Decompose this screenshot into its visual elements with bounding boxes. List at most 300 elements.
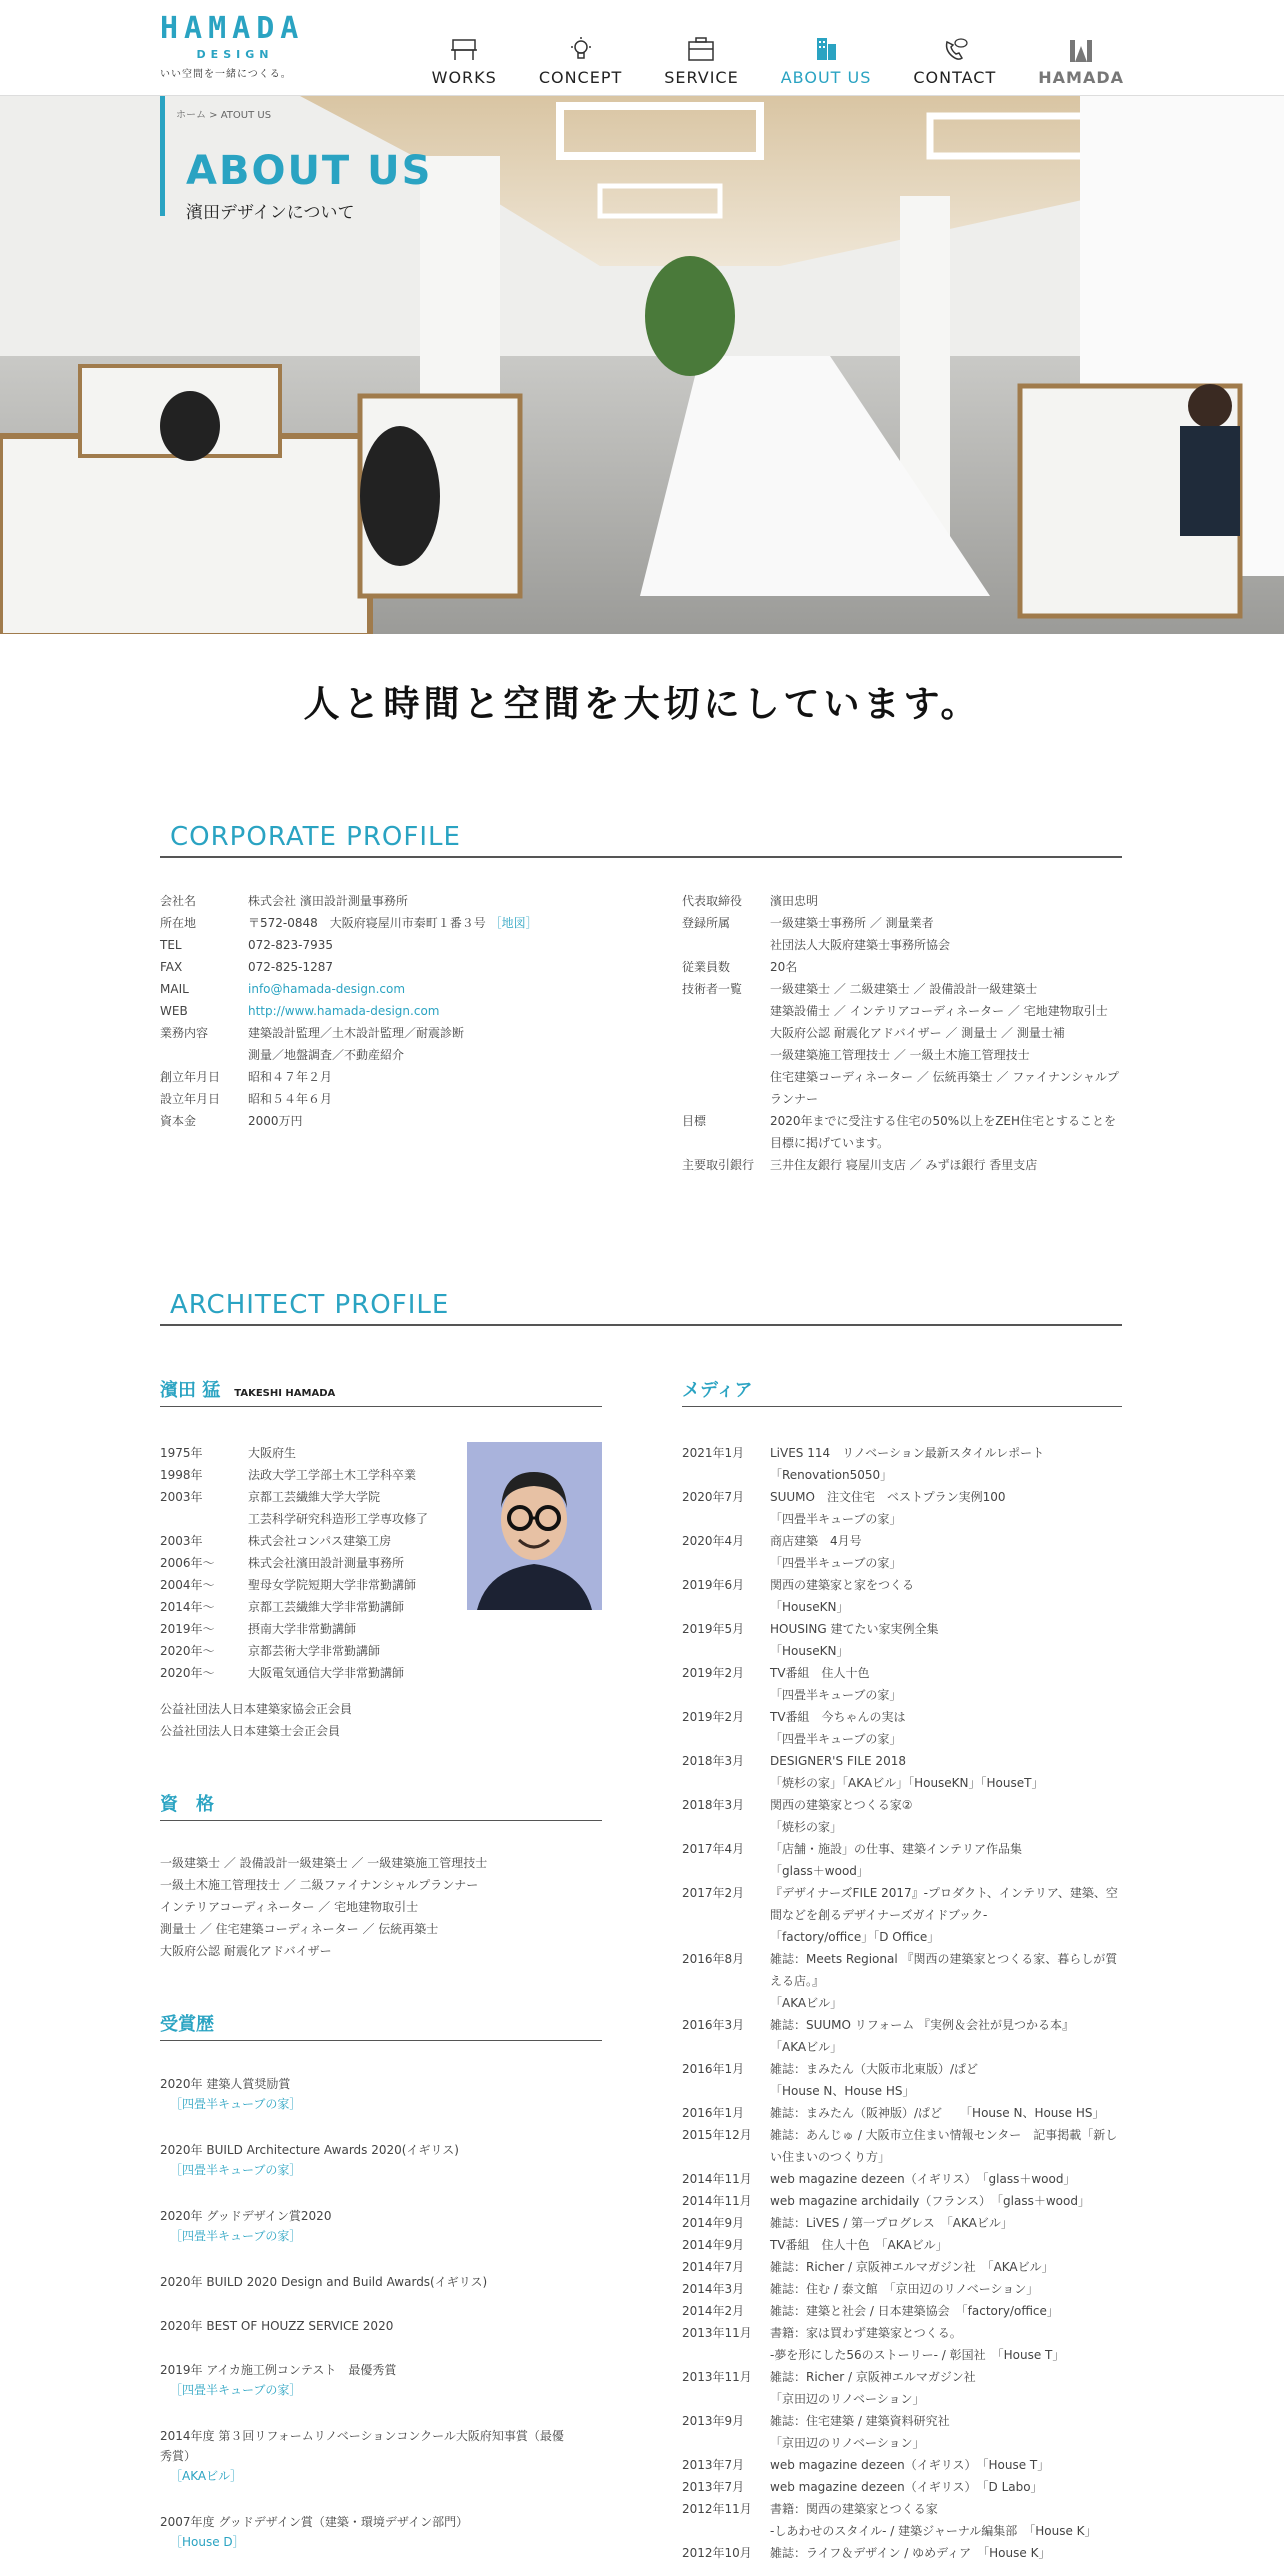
- profile-value: 一級建築施工管理技士 ／ 一級土木施工管理技士: [770, 1048, 1030, 1062]
- qualification: 測量士 ／ 住宅建築コーディネーター ／ 伝統再築士: [160, 1922, 439, 1936]
- media-date: 2013年11月: [682, 2326, 752, 2340]
- profile-key: 登録所属: [682, 916, 731, 930]
- award-item: [160, 2426, 620, 2486]
- logo[interactable]: [160, 11, 310, 80]
- profile-key: 従業員数: [682, 960, 731, 974]
- desk-icon: [449, 36, 479, 62]
- media-line: 「四畳半キューブの家」: [770, 1732, 902, 1746]
- media-line: 雑誌：まみたん（阪神版）/ぱど 「House N、House HS」: [770, 2106, 1105, 2120]
- award-title: 2020年 グッドデザイン賞2020: [160, 2209, 332, 2223]
- media-date: 2014年2月: [682, 2304, 745, 2318]
- qualification: 一級建築士 ／ 設備設計一級建築士 ／ 一級建築施工管理技士: [160, 1856, 488, 1870]
- media-row: [682, 2410, 1122, 2454]
- map-link[interactable]: ［地図］: [489, 916, 538, 930]
- media-text: [770, 1750, 1122, 1794]
- media-text: [770, 2256, 1122, 2278]
- profile-key: 創立年月日: [160, 1070, 221, 1084]
- profile-value: 三井住友銀行 寝屋川支店 ／ みずほ銀行 香里支店: [770, 1158, 1038, 1172]
- media-text: [770, 2124, 1122, 2168]
- media-line: 雑誌：まみたん（大阪市北東版）/ぱど: [770, 2062, 979, 2076]
- profile-value: 昭和４７年２月: [248, 1070, 333, 1084]
- media-text: [770, 2102, 1122, 2124]
- profile-key: 会社名: [160, 894, 197, 908]
- profile-value: 社団法人大阪府建築士事務所協会: [770, 938, 951, 952]
- history-row: [160, 1640, 460, 1662]
- media-row: [682, 2168, 1122, 2190]
- profile-value: 住宅建築コーディネーター ／ 伝統再築士 ／ ファイナンシャルプ: [770, 1070, 1119, 1084]
- profile-key: 資本金: [160, 1114, 197, 1128]
- history-text: 工芸科学研究科造形工学専攻修了: [248, 1512, 429, 1526]
- media-text: [770, 1530, 1122, 1574]
- profile-row: [160, 956, 630, 978]
- profile-value: 昭和５４年６月: [248, 1092, 333, 1106]
- media-row: [682, 1662, 1122, 1706]
- history-year: 1975年: [160, 1446, 203, 1460]
- media-date: 2014年9月: [682, 2238, 745, 2252]
- media-date: 2014年9月: [682, 2216, 745, 2230]
- profile-key: MAIL: [160, 982, 189, 996]
- media-text: [770, 1662, 1122, 1706]
- media-text: [770, 2322, 1122, 2366]
- history-text: 京都工芸繊維大学非常勤講師: [248, 1600, 405, 1614]
- phone-icon: [940, 36, 970, 62]
- award-title: 2014年度 第３回リフォームリノベーションコンクール大阪府知事賞（最優: [160, 2429, 564, 2443]
- media-line: SUUMO 注文住宅 ベストプラン実例100: [770, 1490, 1006, 1504]
- profile-row: [160, 890, 630, 912]
- media-line: -しあわせのスタイル- / 建築ジャーナル編集部 「House K」: [770, 2524, 1097, 2538]
- history-year: 2014年～: [160, 1600, 215, 1614]
- media-row: [682, 1794, 1122, 1838]
- media-line: 関西の建築家と家をつくる: [770, 1578, 915, 1592]
- media-row: [682, 1948, 1122, 2014]
- history-row: [160, 1486, 460, 1508]
- media-text: [770, 1442, 1122, 1486]
- media-text: [770, 2190, 1122, 2212]
- web-link[interactable]: http://www.hamada-design.com: [248, 1004, 440, 1018]
- architect-name: 濱田 猛: [160, 1380, 221, 1401]
- media-line: 「四畳半キューブの家」: [770, 1512, 902, 1526]
- media-line: 「Renovation5050」: [770, 1468, 893, 1482]
- page-title: ABOUT US: [186, 148, 433, 194]
- profile-row: [682, 1154, 1122, 1176]
- media-date: 2017年2月: [682, 1886, 745, 1900]
- media-row: [682, 2278, 1122, 2300]
- mail-link[interactable]: info@hamada-design.com: [248, 982, 406, 996]
- history-text: 大阪電気通信大学非常勤講師: [248, 1666, 405, 1680]
- logo-main: HAMADA: [160, 11, 305, 46]
- media-date: 2017年4月: [682, 1842, 745, 1856]
- media-row: [682, 2234, 1122, 2256]
- profile-row: [160, 1088, 630, 1110]
- media-text: [770, 2168, 1122, 2190]
- profile-row: [160, 1066, 630, 1088]
- profile-value: 株式会社 濱田設計測量事務所: [248, 894, 408, 908]
- history-text: 京都工芸繊維大学大学院: [248, 1490, 381, 1504]
- media-line: LiVES 114 リノベーション最新スタイルレポート: [770, 1446, 1045, 1460]
- membership: 公益社団法人日本建築家協会正会員: [160, 1702, 353, 1716]
- media-line: 雑誌：ライフ＆デザイン / ゆめディア 「House K」: [770, 2546, 1051, 2560]
- award-item: [160, 2360, 620, 2400]
- history-row: [160, 1618, 460, 1640]
- nav-about[interactable]: [781, 36, 872, 87]
- media-line: 雑誌：Meets Regional 『関西の建築家とつくる家、暮らしが質: [770, 1952, 1118, 1966]
- media-date: 2019年2月: [682, 1710, 745, 1724]
- media-text: [770, 2410, 1122, 2454]
- media-date: 2012年11月: [682, 2502, 752, 2516]
- media-line: web magazine dezeen（イギリス） 「D Labo」: [770, 2480, 1043, 2494]
- award-work-link[interactable]: ［四畳半キューブの家］: [170, 2163, 302, 2177]
- profile-value: 濱田忠明: [770, 894, 819, 908]
- history-year: 2003年: [160, 1490, 203, 1504]
- media-date: 2016年8月: [682, 1952, 745, 1966]
- membership: 公益社団法人日本建築士会正会員: [160, 1724, 341, 1738]
- media-text: [770, 1618, 1122, 1662]
- history-year: 2003年: [160, 1534, 203, 1548]
- history-row: [160, 1596, 460, 1618]
- profile-value: 一級建築士事務所 ／ 測量業者: [770, 916, 934, 930]
- media-text: [770, 2542, 1122, 2564]
- media-line: TV番組 住人十色: [770, 1666, 870, 1680]
- media-line: TV番組 住人十色 「AKAビル」: [770, 2238, 948, 2252]
- media-line: 雑誌：住む / 泰文館 「京田辺のリノベーション」: [770, 2282, 1039, 2296]
- media-row: [682, 1882, 1122, 1948]
- media-text: [770, 1574, 1122, 1618]
- profile-row: [160, 934, 630, 956]
- profile-value: 一級建築士 ／ 二級建築士 ／ 設備設計一級建築士: [770, 982, 1038, 996]
- media-line: web magazine dezeen（イギリス） 「glass＋wood」: [770, 2172, 1076, 2186]
- media-line: 雑誌：SUUMO リフォーム 『実例＆会社が見つかる本』: [770, 2018, 1075, 2032]
- building-icon: [811, 36, 841, 62]
- architect-history: [160, 1442, 460, 1742]
- tagline: 人と時間と空間を大切にしています。: [303, 684, 981, 725]
- corporate-right: [682, 890, 1122, 1176]
- history-year: 2006年～: [160, 1556, 215, 1570]
- profile-value: 測量／地盤調査／不動産紹介: [248, 1048, 405, 1062]
- media-text: [770, 2212, 1122, 2234]
- media-text: [770, 1838, 1122, 1882]
- profile-key: 代表取締役: [682, 894, 743, 908]
- nav-service-label: SERVICE: [664, 68, 739, 87]
- site-header: [0, 0, 1284, 96]
- media-line: 「焼杉の家」「AKAビル」「HouseKN」「HouseT」: [770, 1776, 1044, 1790]
- media-row: [682, 1486, 1122, 1530]
- award-item: [160, 2074, 620, 2114]
- profile-value: 2000万円: [248, 1114, 303, 1128]
- history-row: [160, 1530, 460, 1552]
- media-line: 「glass＋wood」: [770, 1864, 869, 1878]
- media-date: 2014年11月: [682, 2172, 752, 2186]
- media-date: 2014年11月: [682, 2194, 752, 2208]
- award-title: 2007年度 グッドデザイン賞（建築・環境デザイン部門）: [160, 2515, 469, 2529]
- media-line: 「House N、House HS」: [770, 2084, 915, 2098]
- award-work-link[interactable]: ［House D］: [170, 2535, 245, 2549]
- awards-heading: 受賞歴: [160, 2010, 602, 2041]
- nav-service[interactable]: [664, 36, 738, 87]
- profile-row: [160, 1000, 630, 1022]
- media-line: 「京田辺のリノベーション」: [770, 2392, 925, 2406]
- profile-value: 072-825-1287: [248, 960, 334, 974]
- history-text: 法政大学工学部土木工学科卒業: [248, 1468, 417, 1482]
- nav-works[interactable]: [432, 36, 497, 87]
- media-text: [770, 2476, 1122, 2498]
- profile-row: [682, 1110, 1122, 1154]
- award-title: 2020年 BUILD 2020 Design and Build Awards(イギリス): [160, 2275, 488, 2289]
- architect-name-heading: [160, 1376, 602, 1407]
- media-text: [770, 2300, 1122, 2322]
- profile-key: TEL: [160, 938, 182, 952]
- architect-name-en: TAKESHI HAMADA: [234, 1388, 336, 1399]
- media-row: [682, 1442, 1122, 1486]
- award-title: 2020年 建築人賞奨励賞: [160, 2077, 291, 2091]
- hero-accent-bar: [160, 96, 165, 216]
- media-line: 書籍：関西の建築家とつくる家: [770, 2502, 938, 2516]
- media-date: 2016年3月: [682, 2018, 745, 2032]
- nav-concept[interactable]: [539, 36, 622, 87]
- media-date: 2019年2月: [682, 1666, 745, 1680]
- media-row: [682, 2322, 1122, 2366]
- media-line: 関西の建築家とつくる家②: [770, 1798, 913, 1812]
- media-text: [770, 2498, 1122, 2542]
- hamada-logo-icon: [1066, 38, 1096, 64]
- logo-sub: DESIGN: [196, 48, 274, 61]
- profile-value: 〒572-0848 大阪府寝屋川市秦町１番３号: [248, 916, 486, 930]
- media-line: web magazine dezeen（イギリス） 「House T」: [770, 2458, 1050, 2472]
- award-work-link[interactable]: ［AKAビル］: [170, 2469, 243, 2483]
- media-text: [770, 1706, 1122, 1750]
- media-date: 2013年7月: [682, 2458, 745, 2472]
- media-line: 商店建築 4月号: [770, 1534, 862, 1548]
- media-date: 2013年9月: [682, 2414, 745, 2428]
- profile-row: [160, 912, 630, 934]
- media-line: 雑誌：Richer / 京阪神エルマガジン社: [770, 2370, 976, 2384]
- logo-tagline: いい空間を一緒につくる。: [160, 69, 292, 80]
- media-list: [682, 1442, 1122, 2564]
- award-item: [160, 2316, 620, 2336]
- media-date: 2016年1月: [682, 2062, 745, 2076]
- award-title: 2020年 BEST OF HOUZZ SERVICE 2020: [160, 2319, 394, 2333]
- media-row: [682, 2300, 1122, 2322]
- media-row: [682, 2476, 1122, 2498]
- media-text: [770, 2278, 1122, 2300]
- media-line: 雑誌：あんじゅ / 大阪市立住まい情報センター 記事掲載「新し: [770, 2128, 1118, 2142]
- corporate-left: [160, 890, 630, 1132]
- media-line: 「四畳半キューブの家」: [770, 1556, 902, 1570]
- media-line: 「四畳半キューブの家」: [770, 1688, 902, 1702]
- media-heading: メディア: [682, 1376, 1122, 1407]
- qualifications-list: [160, 1852, 602, 1962]
- media-line: TV番組 今ちゃんの実は: [770, 1710, 906, 1724]
- history-row: [160, 1464, 460, 1486]
- history-row: [160, 1508, 460, 1530]
- portrait-image: [467, 1442, 602, 1610]
- media-line: える店。』: [770, 1974, 825, 1988]
- profile-row: [682, 956, 1122, 978]
- profile-key: 技術者一覧: [682, 982, 743, 996]
- media-row: [682, 2014, 1122, 2058]
- award-item: [160, 2272, 620, 2292]
- media-line: 「京田辺のリノベーション」: [770, 2436, 925, 2450]
- media-line: DESIGNER'S FILE 2018: [770, 1754, 906, 1768]
- profile-row: [160, 1110, 630, 1132]
- history-year: 1998年: [160, 1468, 203, 1482]
- media-line: 『デザイナーズFILE 2017』-プロダクト、インテリア、建築、空: [770, 1886, 1118, 1900]
- history-text: 株式会社濱田設計測量事務所: [248, 1556, 405, 1570]
- media-date: 2018年3月: [682, 1754, 745, 1768]
- history-year: 2020年～: [160, 1666, 215, 1680]
- media-text: [770, 2058, 1122, 2102]
- media-row: [682, 1838, 1122, 1882]
- media-line: 「HouseKN」: [770, 1600, 849, 1614]
- profile-key: 主要取引銀行: [682, 1158, 755, 1172]
- profile-value: 建築設備士 ／ インテリアコーディネーター ／ 宅地建物取引士: [770, 1004, 1108, 1018]
- media-row: [682, 2102, 1122, 2124]
- media-date: 2020年7月: [682, 1490, 745, 1504]
- media-date: 2018年3月: [682, 1798, 745, 1812]
- media-line: 「店舗・施設」の仕事、建築インテリア作品集: [770, 1842, 1023, 1856]
- media-date: 2019年5月: [682, 1622, 745, 1636]
- media-row: [682, 2498, 1122, 2542]
- profile-key: 設立年月日: [160, 1092, 221, 1106]
- qualification: インテリアコーディネーター ／ 宅地建物取引士: [160, 1900, 419, 1914]
- profile-key: 業務内容: [160, 1026, 209, 1040]
- lightbulb-icon: [566, 36, 596, 62]
- history-text: 大阪府生: [248, 1446, 297, 1460]
- media-date: 2013年11月: [682, 2370, 752, 2384]
- main-nav: [390, 36, 1124, 87]
- profile-value: 目標に掲げています。: [770, 1136, 890, 1150]
- media-row: [682, 2366, 1122, 2410]
- media-date: 2014年7月: [682, 2260, 745, 2274]
- media-line: 雑誌：建築と社会 / 日本建築協会 「factory/office」: [770, 2304, 1059, 2318]
- history-year: 2020年～: [160, 1644, 215, 1658]
- media-date: 2013年7月: [682, 2480, 745, 2494]
- media-line: 雑誌：住宅建築 / 建築資料研究社: [770, 2414, 950, 2428]
- profile-row: [160, 978, 630, 1000]
- media-text: [770, 1948, 1122, 2014]
- architect-heading: ARCHITECT PROFILE: [160, 1290, 1122, 1326]
- nav-about-label: ABOUT US: [780, 68, 872, 87]
- profile-value: 20名: [770, 960, 798, 974]
- media-row: [682, 2058, 1122, 2102]
- profile-value: 072-823-7935: [248, 938, 334, 952]
- profile-value: 2020年までに受注する住宅の50%以上をZEH住宅とすることを: [770, 1114, 1117, 1128]
- profile-key: FAX: [160, 960, 183, 974]
- media-line: 間などを創るデザイナーズガイドブック-: [770, 1908, 988, 1922]
- media-row: [682, 1530, 1122, 1574]
- page-subtitle: 濱田デザインについて: [186, 203, 355, 223]
- award-item: [160, 2140, 620, 2180]
- history-year: 2004年～: [160, 1578, 215, 1592]
- media-line: 雑誌：Richer / 京阪神エルマガジン社 「AKAビル」: [770, 2260, 1054, 2274]
- corporate-heading: CORPORATE PROFILE: [160, 822, 1122, 858]
- qualification: 大阪府公認 耐震化アドバイザー: [160, 1944, 332, 1958]
- hero-banner: [0, 96, 1284, 634]
- media-row: [682, 2256, 1122, 2278]
- media-row: [682, 2190, 1122, 2212]
- media-row: [682, 1574, 1122, 1618]
- qualification: 一級土木施工管理技士 ／ 二級ファイナンシャルプランナー: [160, 1878, 479, 1892]
- history-row: [160, 1552, 460, 1574]
- media-row: [682, 2124, 1122, 2168]
- media-row: [682, 1706, 1122, 1750]
- profile-row: [160, 1022, 630, 1066]
- nav-concept-label: CONCEPT: [538, 68, 623, 87]
- profile-value: 大阪府公認 耐震化アドバイザー ／ 測量士 ／ 測量士補: [770, 1026, 1065, 1040]
- profile-row: [682, 912, 1122, 956]
- media-text: [770, 1794, 1122, 1838]
- media-row: [682, 1750, 1122, 1794]
- media-text: [770, 2234, 1122, 2256]
- media-line: -夢を形にした56のストーリー- / 彰国社 「House T」: [770, 2348, 1065, 2362]
- awards-list: [160, 2074, 620, 2552]
- media-text: [770, 1486, 1122, 1530]
- qualifications-heading: 資 格: [160, 1790, 602, 1821]
- toolbox-icon: [686, 36, 716, 62]
- architect-photo: [467, 1442, 602, 1610]
- media-date: 2012年10月: [682, 2546, 752, 2560]
- award-title: 2020年 BUILD Architecture Awards 2020(イギリス): [160, 2143, 459, 2157]
- breadcrumb[interactable]: ホーム > ATOUT US: [176, 110, 272, 121]
- profile-row: [682, 978, 1122, 1110]
- history-year: 2019年～: [160, 1622, 215, 1636]
- award-work-link[interactable]: ［四畳半キューブの家］: [170, 2097, 302, 2111]
- nav-works-label: WORKS: [431, 68, 497, 87]
- media-text: [770, 2454, 1122, 2476]
- profile-value: 建築設計監理／土木設計監理／耐震診断: [248, 1026, 465, 1040]
- history-text: 摂南大学非常勤講師: [248, 1622, 357, 1636]
- award-work-link[interactable]: ［四畳半キューブの家］: [170, 2383, 302, 2397]
- brand-label: HAMADA: [1038, 68, 1124, 87]
- history-row: [160, 1574, 460, 1596]
- profile-value: ランナー: [770, 1092, 819, 1106]
- history-text: 京都芸術大学非常勤講師: [248, 1644, 381, 1658]
- media-line: 「AKAビル」: [770, 2040, 843, 2054]
- nav-contact-label: CONTACT: [913, 68, 997, 87]
- media-text: [770, 2366, 1122, 2410]
- media-line: web magazine archidaily（フランス） 「glass＋wood」: [770, 2194, 1090, 2208]
- media-date: 2016年1月: [682, 2106, 745, 2120]
- media-line: 「factory/office」「D Office」: [770, 1930, 940, 1944]
- award-work-link[interactable]: ［四畳半キューブの家］: [170, 2229, 302, 2243]
- media-date: 2021年1月: [682, 1446, 745, 1460]
- award-title-cont: 秀賞）: [160, 2449, 197, 2463]
- media-row: [682, 1618, 1122, 1662]
- media-date: 2019年6月: [682, 1578, 745, 1592]
- media-text: [770, 2014, 1122, 2058]
- history-text: 株式会社コンパス建築工房: [248, 1534, 392, 1548]
- media-line: HOUSING 建てたい家実例全集: [770, 1622, 939, 1636]
- media-line: 「焼杉の家」: [770, 1820, 843, 1834]
- award-title: 2019年 アイカ施工例コンテスト 最優秀賞: [160, 2363, 397, 2377]
- nav-contact[interactable]: [913, 36, 996, 87]
- media-line: い住まいのつくり方」: [770, 2150, 891, 2164]
- media-row: [682, 2542, 1122, 2564]
- media-text: [770, 1882, 1122, 1948]
- media-line: 雑誌：LiVES / 第一プログレス 「AKAビル」: [770, 2216, 1013, 2230]
- media-row: [682, 2212, 1122, 2234]
- media-date: 2020年4月: [682, 1534, 745, 1548]
- award-item: [160, 2206, 620, 2246]
- profile-row: [682, 890, 1122, 912]
- media-line: 書籍：家は買わず建築家とつくる。: [770, 2326, 962, 2340]
- brand-mark[interactable]: [1038, 38, 1124, 87]
- history-text: 聖母女学院短期大学非常勤講師: [248, 1578, 417, 1592]
- media-line: 「HouseKN」: [770, 1644, 849, 1658]
- history-row: [160, 1662, 460, 1684]
- history-year: [160, 1508, 248, 1530]
- profile-key: 目標: [682, 1114, 707, 1128]
- history-row: [160, 1442, 460, 1464]
